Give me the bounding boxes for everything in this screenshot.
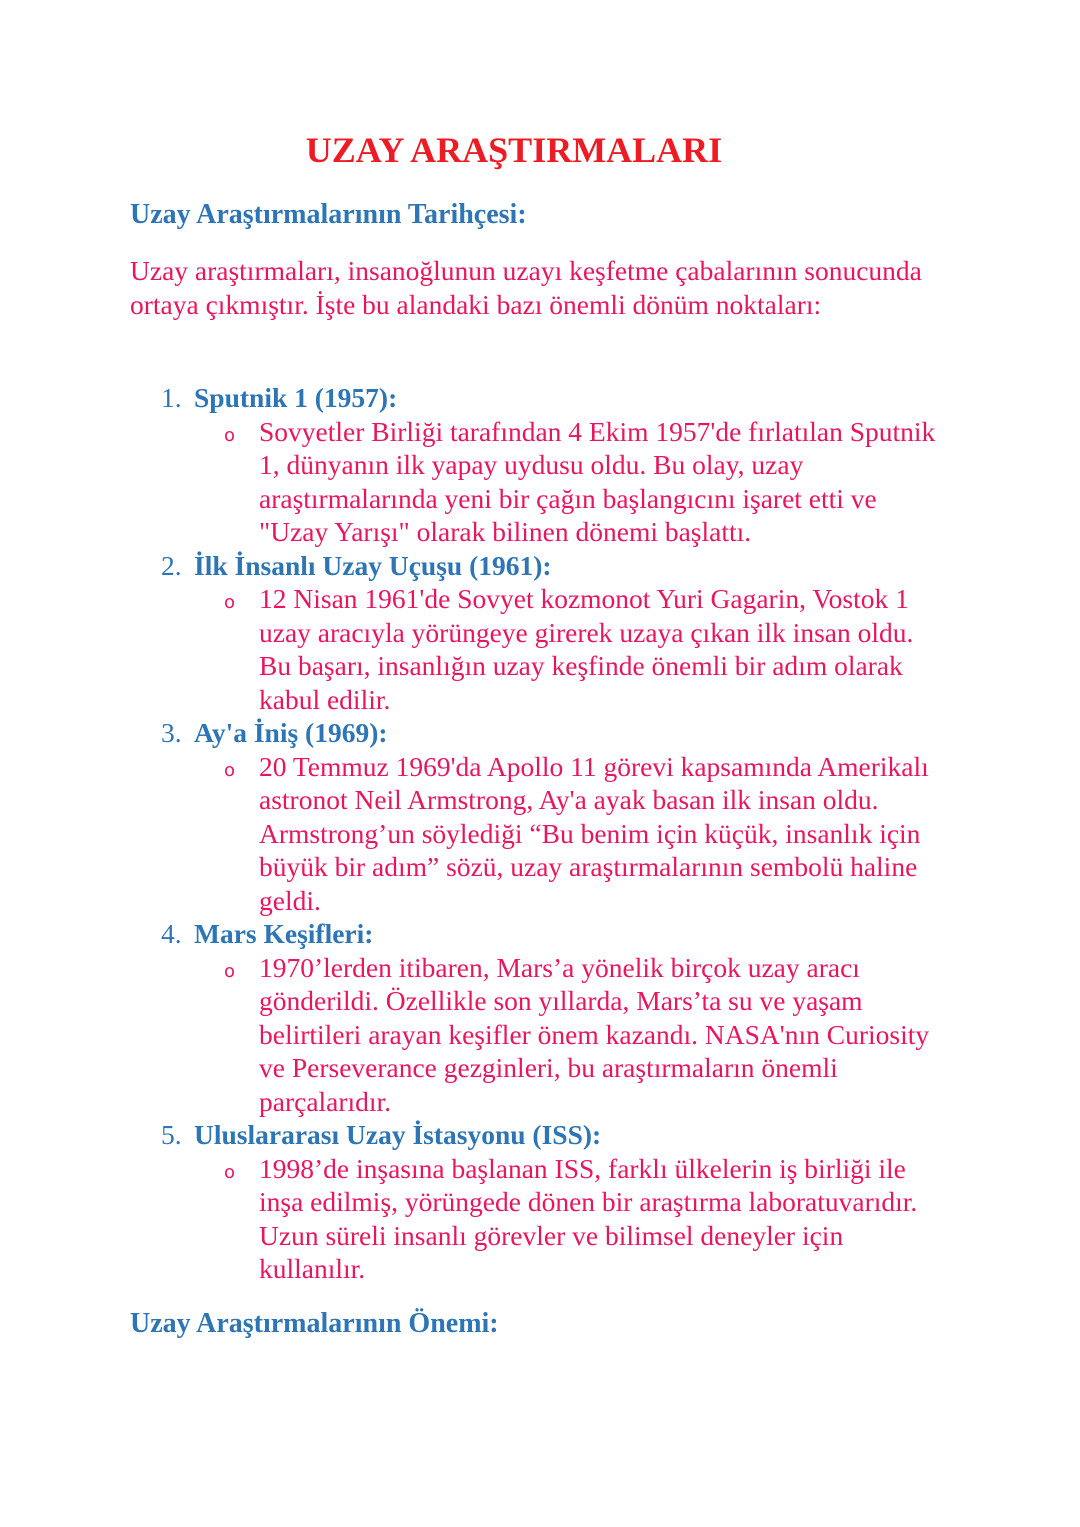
milestone-title: Sputnik 1 (1957): [194,382,398,413]
milestone-item [0,1118,1080,1286]
milestone-text: Sovyetler Birliği tarafından 4 Ekim 1957'de fırlatılan Sputnik 1, dünyanın ilk yapay uydusu oldu. Bu olay, uzay araştırmalarında yeni bir çağın başlangıcını işaret etti ve "Uzay Yarışı" olarak bilinen dönemi başlattı. [259,415,936,547]
milestone-text: 20 Temmuz 1969'da Apollo 11 görevi kapsamında Amerikalı astronot Neil Armstrong, Ay'a ayak basan ilk insan oldu. Armstrong’un söylediği “Bu benim için küçük, insanlık için büyük bir adım” sözü, uzay araştırmalarının sembolü haline geldi. [259,750,929,916]
milestone-item [0,549,1080,717]
bullet-icon: o [224,960,236,982]
milestone-text: 1998’de inşasına başlanan ISS, farklı ülkelerin iş birliği ile inşa edilmiş, yörüngede dönen bir araştırma laboratuvarıdır. Uzun süreli insanlı görevler ve bilimsel deneyler için kullanılır. [259,1152,918,1284]
milestone-number: 4. [161,918,182,949]
milestone-title: Mars Keşifleri: [194,918,374,949]
milestone-item [0,917,1080,1118]
milestone-title: Ay'a İniş (1969): [194,717,388,748]
milestone-item [0,381,1080,549]
document-title: UZAY ARAŞTIRMALARI [305,130,723,170]
milestone-number: 2. [161,549,182,581]
milestone-title: İlk İnsanlı Uzay Uçuşu (1961): [194,549,552,581]
milestone-item [0,716,1080,917]
bullet-icon: o [224,1161,236,1183]
importance-heading: Uzay Araştırmalarının Önemi: [130,1308,499,1339]
intro-paragraph: Uzay araştırmaları, insanoğlunun uzayı keşfetme çabalarının sonucunda ortaya çıkmıştır. İşte bu alandaki bazı önemli dönüm noktaları: [130,255,922,320]
bullet-icon: o [224,424,236,446]
milestone-title: Uluslararası Uzay İstasyonu (ISS): [194,1119,602,1150]
milestone-number: 5. [161,1119,182,1150]
history-heading: Uzay Araştırmalarının Tarihçesi: [130,199,527,230]
milestones-list [0,381,1080,1286]
milestone-number: 1. [161,382,182,413]
milestone-text: 12 Nisan 1961'de Sovyet kozmonot Yuri Gagarin, Vostok 1 uzay aracıyla yörüngeye girerek uzaya çıkan ilk insan oldu. Bu başarı, insanlığın uzay keşfinde önemli bir adım olarak kabul edilir. [259,583,914,715]
bullet-icon: o [224,592,236,613]
milestone-text: 1970’lerden itibaren, Mars’a yönelik birçok uzay aracı gönderildi. Özellikle son yıllarda, Mars’ta su ve yaşam belirtileri arayan keşifler önem kazandı. NASA'nın Curiosity ve Perseverance gezginleri, bu araştırmaların önemli parçalarıdır. [259,951,930,1117]
milestone-number: 3. [161,717,182,748]
bullet-icon: o [224,759,236,781]
